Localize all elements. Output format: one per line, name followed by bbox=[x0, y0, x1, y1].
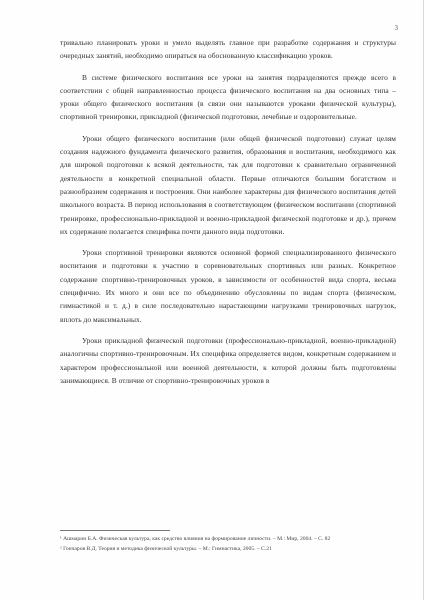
paragraph-1: тривально планировать уроки и умело выделять главное при разработке содержания и структуры очередных занятий, необходимо опираться на обоснованную классификацию уроков. bbox=[60, 38, 396, 61]
paragraph-4: Уроки спортивной тренировки являются основной формой специализированного физического воспитания и подготовки к участию в соревновательных спортивных или разных. Конкретное содержание спортивно-тренировочных уроков, в зависимости от особенностей вида спорта, весьма специфично. Их много и они все по объединению обусловлены по видам спорта (физическом, гимнастикой и т. д.) в силе последовательно нарастающими нагрузками тренировочных нагрузок, вплоть до максимальных. bbox=[60, 248, 396, 324]
footnote-separator bbox=[60, 530, 170, 531]
page-number: 3 bbox=[394, 24, 398, 32]
footnote-2: ² Гончаров В.Д. Теория и методика физической культуры. – М.: Гимнастика, 2005. – С.21 bbox=[60, 546, 272, 552]
paragraph-3: Уроки общего физического воспитания (или общей физической подготовки) служат целям создания надежного фундамента физического развития, образования и воспитания, необходимого как для широкой подготовки к всякой деятельности, так для подготовки к сравнительно ограниченной деятельности в конкретной специальной области. Первые отличаются большим богатством и разнообразием содержания и построения. Они наиболее характерны для физического воспитания детей школьного возраста. В период использования в соответствующем (физическом воспитании (спортивной тренировке, профессионально-прикладной и военно-прикладной физической подготовке и др.), причем их содержание полагается специфика почти данного вида подготовки. bbox=[60, 133, 396, 236]
body-text bbox=[60, 36, 396, 387]
paragraph-5: Уроки прикладной физической подготовки (профессионально-прикладной, военно-прикладной) аналогичны спортивно-тренировочным. Их специфика определяется видом, конкретным содержанием и характером профессиональной или военной деятельности, к которой должны быть подготовлены занимающиеся. В отличие от спортивно-тренировочных уроков в bbox=[60, 335, 396, 385]
footnote-1: ¹ Ашмарин Б.А. Физическая культура, как средство влияния на формирование личности. – М.: Мир, 2004. – С. 82 bbox=[60, 536, 331, 542]
footnotes bbox=[60, 535, 396, 555]
paragraph-2: В системе физического воспитания все уроки на занятия подразделяются прежде всего в соответствии с общей направленностью процесса физического воспитания на два основных типа – уроки общего физического воспитания (в связи они называются уроками физической культуры), спортивной тренировки, прикладной (физической подготовки, лечебные и оздоровительные. bbox=[60, 72, 396, 122]
